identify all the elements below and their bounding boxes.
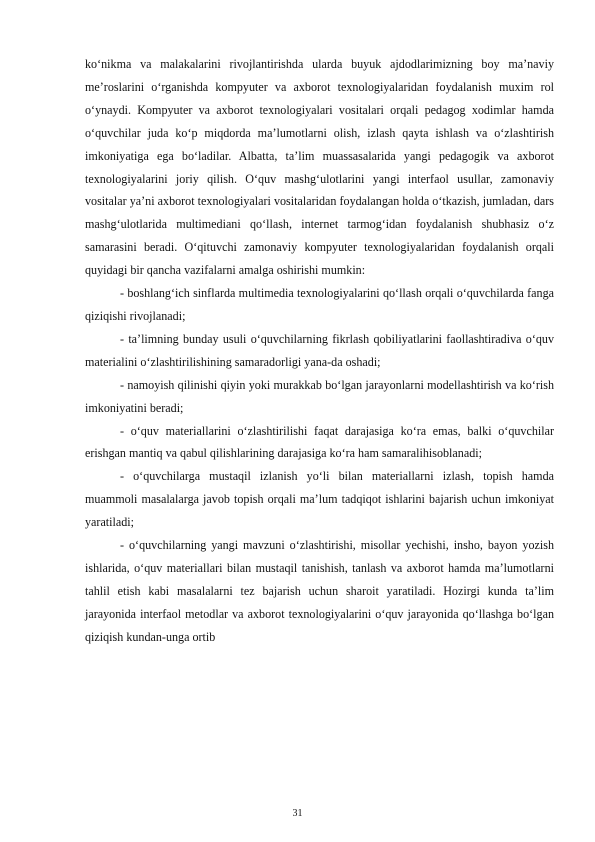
paragraph-intro: ko‘nikma va malakalarini rivojlantirishda ularda buyuk ajdodlarimizning boy ma’naviy me’roslarini o‘rganishda kompyuter va axborot texnologiyalaridan foydalanish muxim rol o‘ynaydi. Kompyuter va axborot texnologiyalari vositalari orqali pedagog xodimlar hamda o‘quvchilar juda ko‘p miqdorda ma’lumotlarni olish, izlash qayta ishlash va o‘zlashtirish imkoniyatiga ega bo‘ladilar. Albatta, ta’lim muassasalarida yangi pedagogik va axborot texnologiyalarini joriy qilish. O‘quv mashg‘ulotlarini yangi interfaol usullar, zamonaviy vositalar ya’ni axborot texnologiyalari vositalaridan foydalangan holda o‘tkazish, jumladan, dars mashg‘ulotlarida multimediani qo‘llash, internet tarmog‘idan foydalanish shubhasiz o‘z samarasini beradi. O‘qituvchi zamonaviy kompyuter texnologiyalaridan foydalanish orqali quyidagi bir qancha vazifalarni amalga oshirishi mumkin: <box>85 57 554 278</box>
list-item-multimedia-interest: - boshlang‘ich sinflarda multimedia texnologiyalarini qo‘llash orqali o‘quvchilarda fanga qiziqishi rivojlanadi; <box>85 286 554 323</box>
page-number: 31 <box>292 808 303 819</box>
list-item-thinking-abilities: - ta’limning bunday usuli o‘quvchilarning fikrlash qobiliyatlarini faollashtiradiva o‘quv materialini o‘zlashtirilishining samaradorligi yana-da oshadi; <box>85 331 554 369</box>
list-item-independent-research: - o‘quvchilarga mustaqil izlanish yo‘li bilan materiallarni izlash, topish hamda muammoli masalalarga javob topish orqali ma’lum tadqiqot ishlarini bajarish uchun imkoniyat yaratiladi; <box>85 469 554 530</box>
page-body-text <box>85 53 554 649</box>
list-item-new-topic-mastery: - o‘quvchilarning yangi mavzuni o‘zlashtirishi, misollar yechishi, insho, bayon yozish ishlarida, o‘quv materiallari bilan mustaqil tanishish, tanlash va axborot hamda ma’lumotlarni tahlil etish kabi masalalarni tez bajarish uchun sharoit yaratiladi. Hozirgi kunda ta’lim jarayonida interfaol metodlar va axborot texnologiyalarini o‘quv jarayonida qo‘llashga bo‘lgan qiziqish kundan-unga ortib <box>85 538 554 644</box>
list-item-process-modelling: - namoyish qilinishi qiyin yoki murakkab bo‘lgan jarayonlarni modellashtirish va ko‘rish imkoniyatini beradi; <box>85 377 554 415</box>
list-item-assimilation-efficiency: - o‘quv materiallarini o‘zlashtirilishi faqat darajasiga ko‘ra emas, balki o‘quvchilar erishgan mantiq va qabul qilishlarining darajasiga ko‘ra ham samaralihisoblanadi; <box>85 423 554 461</box>
